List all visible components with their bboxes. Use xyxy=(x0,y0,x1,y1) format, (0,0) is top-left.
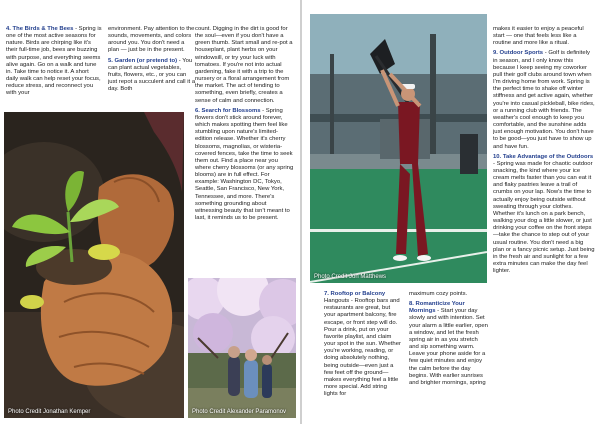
section-5-body: - You can plant actual vegetables, fruits, flowers, etc., or you can just repot a succulent and call it a day. Both xyxy=(108,57,196,93)
section-8 xyxy=(409,301,489,387)
section-5-heading: 5. Garden (or pretend to) xyxy=(108,57,178,64)
section-4-continued: environment. Pay attention to the sounds, movements, and colors around you. You don't need a plan — just be in the present. xyxy=(108,26,195,54)
section-4 xyxy=(6,26,102,98)
column-b xyxy=(409,291,489,421)
photo-hands-seedling xyxy=(4,112,184,418)
section-7-continued: maximum cozy points. xyxy=(409,291,468,297)
section-9-body: - Golf is definitely in season, and I only know this because I keep seeing my coworker pull their golf clubs around town when I'm driving home from work. Spring is the perfect time to shake off winter stiffness and get active again, whether you're into casual pickleball, bike rides, or a running club with friends. The weather's cool enough to keep you comfortable, and the sunshine adds just enough motivation. You don't have to be good—you just have to show up and have fun. xyxy=(493,50,595,150)
section-8-continued: makes it easier to enjoy a peaceful start — one that feels less like a routine and more like a ritual. xyxy=(493,26,584,47)
section-9 xyxy=(493,50,595,150)
column-2 xyxy=(108,26,196,108)
section-7-body: Hangouts - Rooftop bars and restaurants are great, but your apartment balcony, fire escape, or front step will do. Pour a drink, put on your favorite playlist, and claim your spot in the sun. Whether you're working, reading, or doing absolutely nothing, being outside—even just a few feet off the ground—makes everything feel a little more special. Add string lights for xyxy=(324,298,401,398)
photo-credit-blossoms: Photo Credit Alexander Paramonov xyxy=(192,409,287,415)
section-5-continued: count. Digging in the dirt is good for the soul—even if you don't have a green thumb. Start small and re-pot a houseplant, plant herbs on your windowsill, or try your luck with tomatoes. If you're not into actual gardening, fake it with a trip to the nursery or a floral arrangement from the market. The act of tending to something, even briefly, creates a sense of calm and connection. xyxy=(195,26,293,104)
right-page xyxy=(302,0,600,424)
column-a xyxy=(324,291,402,421)
section-10-heading: 10. Take Advantage of the Outdoors xyxy=(493,153,594,160)
photo-tennis-player xyxy=(310,14,487,283)
column-3 xyxy=(195,26,295,274)
section-7-heading: 7. Rooftop or Balcony xyxy=(324,291,386,297)
section-6-heading: 6. Search for Blossoms xyxy=(195,107,261,114)
section-10-body: - Spring was made for chaotic outdoor snacking, the kind where your ice cream melts faster than you can eat it and flaky pastries leave a trail of crumbs on your lap. Now's the time to actually enjoy being outside without sweating through your clothes. Whether it's lunch on a park bench, walking your dog a little slower, or just drinking your coffee on the front steps—take the chance to step out of your usual routine. You don't need a big plan or a fancy picnic setup. Just being in the fresh air and sunlight for a few extra minutes can make the day feel lighter. xyxy=(493,160,595,275)
section-4-body: - Spring is one of the most active seasons for nature. Birds are chirping like it's their full-time job, bees are buzzing with purpose, and everything seems alive again. Go on a walk and tune in. Take time to notice it. A short daily walk can help reset your focus, reduce stress, and reconnect you with your xyxy=(6,26,102,97)
section-8-heading: 8. Romanticize Your Mornings xyxy=(409,301,465,315)
section-9-heading: 9. Outdoor Sports xyxy=(493,50,544,57)
section-6 xyxy=(195,108,295,223)
section-8-body: - Start your day slowly and with intention. Set your alarm a little earlier, open a window, and let the fresh spring air in as you stretch and sip something warm. Leave your phone aside for a few quiet minutes and enjoy the calm before the day begins. With earlier sunrises and brighter mornings, spring xyxy=(409,308,488,386)
photo-credit-hands: Photo Credit Jonathan Kemper xyxy=(8,409,91,415)
photo-credit-tennis: Photo Credit Jon Matthews xyxy=(314,274,387,280)
column-c xyxy=(493,26,595,420)
section-6-body: - Spring flowers don't stick around forever, which makes spotting them feel like stumbling upon nature's limited-edition release. Whether it's cherry blossoms, magnolias, or wisteria-covered fences, take the time to seek them out. Find a place near you where cherry blossoms (or any spring blooms) are in full effect. For example: Washington DC, Tokyo, Seattle, San Francisco, New York, Tennessee, and more. There's something grounding about witnessing beauty that isn't meant to last, it reminds us to be present. xyxy=(195,107,294,222)
section-4-heading: 4. The Birds & The Bees xyxy=(6,26,74,32)
column-1 xyxy=(6,26,102,108)
section-7 xyxy=(324,291,402,398)
section-5 xyxy=(108,58,196,94)
photo-cherry-blossoms xyxy=(188,278,296,418)
section-10 xyxy=(493,154,595,276)
